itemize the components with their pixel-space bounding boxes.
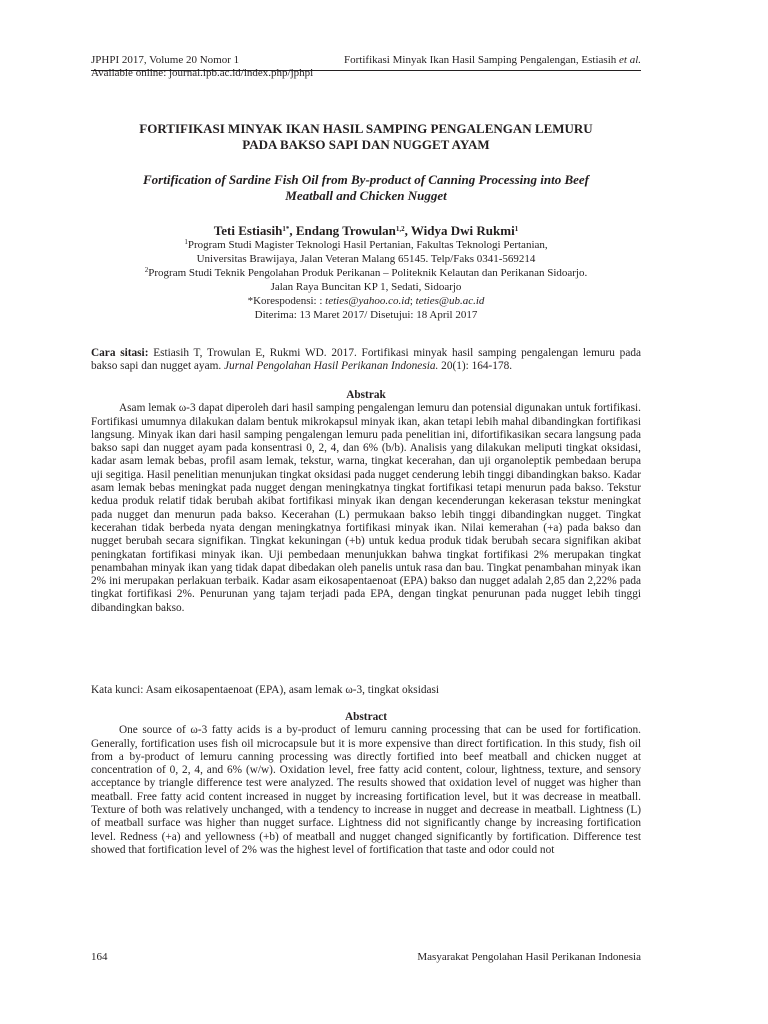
- email-link[interactable]: teties@ub.ac.id: [415, 295, 485, 307]
- author-affiliation-mark: 1,2: [395, 225, 405, 233]
- correspondence: *Korespodensi: : teties@yahoo.co.id; teties@ub.ac.id: [247, 295, 485, 307]
- abstrak-section: [91, 389, 641, 615]
- english-title: Fortification of Sardine Fish Oil from By-product of Canning Processing into Beef Meatball and Chicken Nugget: [142, 172, 590, 203]
- affiliation-2-line2: Jalan Raya Buncitan KP 1, Sedati, Sidoarjo: [270, 281, 462, 293]
- affiliations: [91, 238, 641, 322]
- email-link[interactable]: teties@yahoo.co.id: [325, 295, 410, 307]
- received-accepted-dates: Diterima: 13 Maret 2017/ Disetujui: 18 April 2017: [254, 309, 478, 321]
- affiliation-2-line1: $^2$Program Studi Teknik Pengolahan Produk Perikanan – Politeknik Kelautan dan Perikanan Sidoarjo.: [144, 266, 588, 279]
- abstrak-heading: Abstrak: [346, 389, 386, 401]
- citation-label: Cara sitasi:: [91, 347, 149, 359]
- abstract-section: [91, 711, 641, 857]
- article-title: FORTIFIKASI MINYAK IKAN HASIL SAMPING PENGALENGAN LEMURU PADA BAKSO SAPI DAN NUGGET AYAM: [139, 121, 593, 152]
- page-number: 164: [91, 951, 108, 963]
- abstract-heading: Abstract: [344, 711, 388, 723]
- author-name: Endang Trowulan: [295, 223, 396, 238]
- author-name: Teti Estiasih: [213, 223, 283, 238]
- header-rule: [91, 70, 641, 71]
- keywords: Kata kunci: Asam eikosapentaenoat (EPA), asam lemak ω-3, tingkat oksidasi: [91, 684, 440, 696]
- affiliation-1-line1: $^1$Program Studi Magister Teknologi Hasil Pertanian, Fakultas Teknologi Pertanian,: [184, 238, 548, 251]
- available-online-link[interactable]: Available online: journal.ipb.ac.id/index.php/jphpi: [91, 67, 314, 79]
- author-affiliation-mark: 1: [514, 225, 519, 233]
- publisher: Masyarakat Pengolahan Hasil Perikanan Indonesia: [417, 951, 641, 963]
- citation-journal: Jurnal Pengolahan Hasil Perikanan Indonesia.: [224, 360, 439, 373]
- author-name: Widya Dwi Rukmi: [410, 223, 515, 238]
- citation: Cara sitasi: Estiasih T, Trowulan E, Rukmi WD. 2017. Fortifikasi minyak hasil samping pengalengan lemuru pada bakso sapi dan nugget ayam. Jurnal Pengolahan Hasil Perikanan Indonesia. 20(1): 164-178.: [91, 347, 641, 373]
- abstrak-body: Asam lemak ω-3 dapat diperoleh dari hasil samping pengalengan lemuru dan potensial digunakan untuk fortifikasi. Fortifikasi umumnya dilakukan dalam bentuk mikrokapsul minyak ikan, akan tetapi lebih mahal dibandingkan fortifikasi langsung. Minyak ikan dari hasil samping pengalengan lemuru pada penelitian ini, difortifikasikan secara langsung pada bakso sapi dan nugget ayam pada konsentrasi 0, 2, 4, dan 6% (b/b). Analisis yang dilakukan meliputi tingkat oksidasi, kadar asam lemak bebas, profil asam lemak, tekstur, warna, tingkat kecerahan, dan uji organoleptik pembedaan berupa uji segitiga. Hasil penelitian menunjukan tingkat oksidasi pada nugget cenderung lebih tinggi dibandingkan bakso. Kadar asam lemak bebas meningkat pada nugget dengan meningkatnya tingkat fortifikasi tetapi menurun pada bakso. Tekstur kedua produk relatif tidak berubah akibat fortifikasi minyak ikan dengan kecenderungan kekerasan tekstur meningkat pada nugget dan menurun pada bakso. Kecerahan (L) permukaan bakso lebih tinggi dibandingkan nugget. Tingkat kecerahan tidak berbeda nyata dengan meningkatnya fortifikasi minyak ikan. Nilai kemerahan (+a) pada bakso dan nugget berubah secara signifikan. Tingkat kekuningan (+b) untuk kedua produk tidak berubah secara signifikan akibat peningkatan fortifikasi minyak ikan. Uji pembedaan menunjukkan bahwa tingkat fortifikasi 2% merupakan tingkat penambahan minyak ikan yang tidak dapat dibedakan oleh panelis untuk rasa dan bau. Tingkat penambahan minyak ikan 2% ini merupakan perlakuan terbaik. Kadar asam eikosapentaenoat (EPA) bakso dan nugget adalah 2,85 dan 2,22% pada tingkat fortifikasi 2%. Penurunan yang tajam terjadi pada EPA, dengan tingkat penurunan pada nugget lebih tinggi dibandingkan bakso.: [91, 402, 641, 614]
- abstract-body: One source of ω-3 fatty acids is a by-product of lemuru canning processing that can be used for fortification. Generally, fortification uses fish oil microcapsule but it is more expensive than direct fortification. In this study, fish oil from a by-product of lemuru canning processing was directly fortified into beef meatball and chicken nugget at concentration of 0, 2, 4, and 6% (w/w). Oxidation level, free fatty acid content, colour, lightness, texture, and sensory acceptance by triangle difference test were analyzed. The results showed that oxidation level of nugget was higher than meatball. Free fatty acid content increased in nugget by increasing fortification level, but it was decrease in meatball. Texture of both was relatively unchanged, with a tendency to increase in nugget and decrease in meatball. Lightness (L) of meatball surface was higher than nugget surface. Lightness did not significantly change by increasing fortification level. Redness (+a) and yellowness (+b) of meatball and nugget changed significantly by fortification. Difference test showed that fortification level of 2% was the highest level of fortification that taste and odor could not: [91, 724, 641, 856]
- author-affiliation-mark: 1*: [282, 225, 290, 233]
- affiliation-1-line2: Universitas Brawijaya, Jalan Veteran Malang 65145. Telp/Faks 0341-569214: [196, 253, 536, 265]
- author-list: Teti Estiasih$^{1*}$, Endang Trowulan$^{1,2}$, Widya Dwi Rukmi$^1$: [213, 223, 519, 238]
- journal-issue: JPHPI 2017, Volume 20 Nomor 1: [91, 54, 240, 66]
- running-title: Fortifikasi Minyak Ikan Hasil Samping Pengalengan, Estiasih et al.: [344, 54, 641, 66]
